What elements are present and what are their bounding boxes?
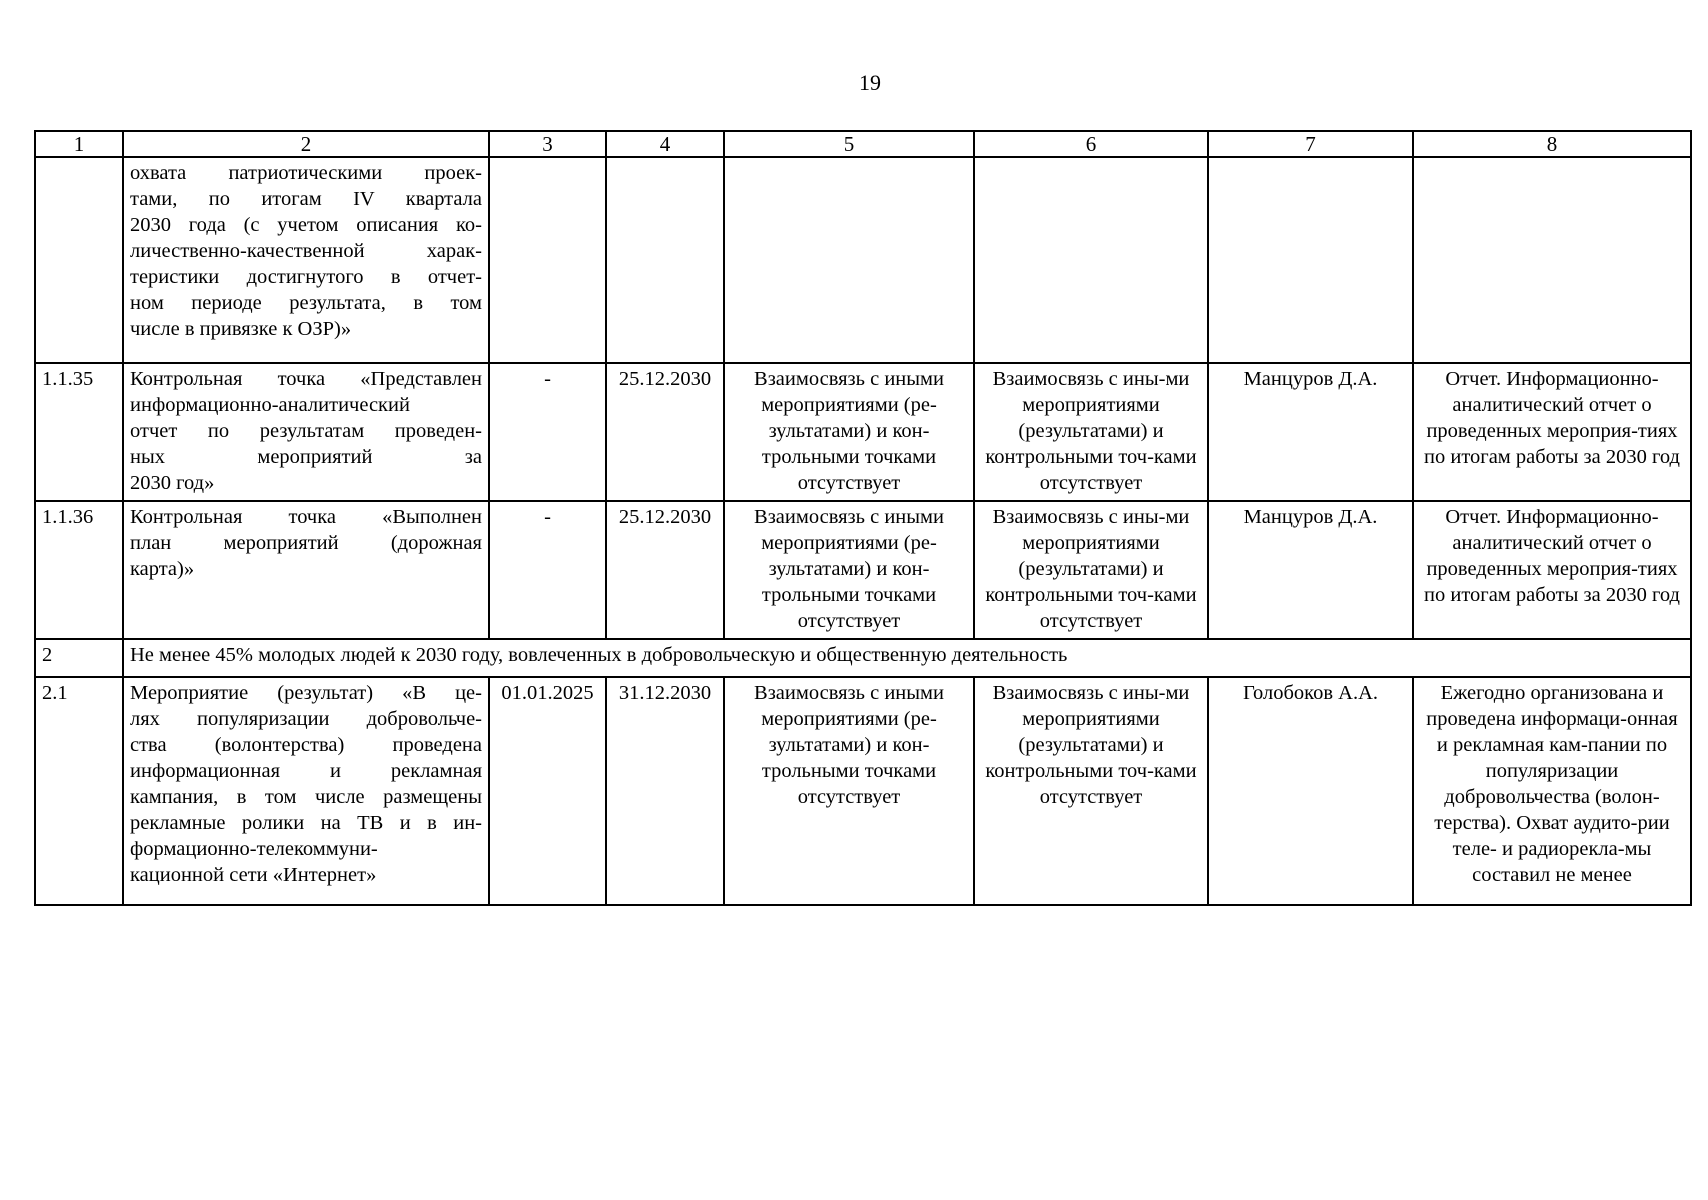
row-description	[123, 157, 489, 363]
description-line: кационной сети «Интернет»	[130, 864, 377, 886]
row-number	[35, 157, 123, 363]
start-date: 01.01.2025	[489, 677, 606, 905]
description-line: охвата патриотическими проек-	[130, 162, 482, 184]
row-number: 1.1.35	[35, 363, 123, 501]
end-date: 25.12.2030	[606, 363, 724, 501]
description-line: личественно-качественной харак-	[130, 240, 482, 262]
page-number: 19	[859, 70, 881, 95]
links-previous: Взаимосвязь с иными мероприятиями (ре-зультатами) и кон-трольными точками отсутствует	[724, 363, 974, 501]
end-date: 25.12.2030	[606, 501, 724, 639]
result-description: Отчет. Информационно-аналитический отчет о проведенных мероприя-тиях по итогам работы за 2030 год	[1413, 501, 1691, 639]
description-line: информационно-аналитический	[130, 394, 410, 416]
description-line: рекламные ролики на ТВ и в ин-	[130, 812, 482, 834]
description-line: карта)»	[130, 558, 195, 580]
links-next: Взаимосвязь с ины-ми мероприятиями (результатами) и контрольными точ-ками отсутствует	[974, 363, 1208, 501]
empty-cell	[724, 157, 974, 363]
section-row	[35, 639, 1691, 677]
empty-cell	[974, 157, 1208, 363]
plan-table	[34, 130, 1692, 906]
description-line: лях популяризации добровольче-	[130, 708, 482, 730]
description-line: отчет по результатам проведен-	[130, 420, 482, 442]
start-date: -	[489, 501, 606, 639]
empty-cell	[606, 157, 724, 363]
header-col-7: 7	[1208, 131, 1413, 157]
row-description	[123, 363, 489, 501]
description-line: тами, по итогам IV квартала	[130, 188, 482, 210]
description-line: информационная и рекламная	[130, 760, 482, 782]
result-description: Отчет. Информационно-аналитический отчет о проведенных мероприя-тиях по итогам работы за 2030 год	[1413, 363, 1691, 501]
header-col-1: 1	[35, 131, 123, 157]
description-line: 2030 года (с учетом описания ко-	[130, 214, 482, 236]
description-line: числе в привязке к ОЗР)»	[130, 318, 352, 340]
section-title: Не менее 45% молодых людей к 2030 году, вовлеченных в добровольческую и общественную деятельность	[123, 639, 1691, 677]
header-col-3: 3	[489, 131, 606, 157]
links-next: Взаимосвязь с ины-ми мероприятиями (результатами) и контрольными точ-ками отсутствует	[974, 677, 1208, 905]
description-line: кампания, в том числе размещены	[130, 786, 482, 808]
links-previous: Взаимосвязь с иными мероприятиями (ре-зультатами) и кон-трольными точками отсутствует	[724, 501, 974, 639]
row-description	[123, 501, 489, 639]
description-line: 2030 год»	[130, 472, 215, 494]
row-description	[123, 677, 489, 905]
header-col-6: 6	[974, 131, 1208, 157]
description-line: формационно-телекоммуни-	[130, 838, 378, 860]
row-number: 2.1	[35, 677, 123, 905]
responsible-person: Манцуров Д.А.	[1208, 363, 1413, 501]
header-row	[35, 131, 1691, 157]
description-line: Мероприятие (результат) «В це-	[130, 682, 482, 704]
table-row	[35, 363, 1691, 501]
section-number: 2	[35, 639, 123, 677]
responsible-person: Голобоков А.А.	[1208, 677, 1413, 905]
table-row	[35, 677, 1691, 905]
header-col-4: 4	[606, 131, 724, 157]
description-line: ства (волонтерства) проведена	[130, 734, 482, 756]
links-next: Взаимосвязь с ины-ми мероприятиями (результатами) и контрольными точ-ками отсутствует	[974, 501, 1208, 639]
empty-cell	[489, 157, 606, 363]
empty-cell	[1413, 157, 1691, 363]
header-col-8: 8	[1413, 131, 1691, 157]
description-line: ном периоде результата, в том	[130, 292, 482, 314]
row-number: 1.1.36	[35, 501, 123, 639]
result-description: Ежегодно организована и проведена информаци-онная и рекламная кам-пании по популяризации добровольчества (волон-терства). Охват аудито-рии теле- и радиорекла-мы составил не менее	[1413, 677, 1691, 905]
end-date: 31.12.2030	[606, 677, 724, 905]
description-line: теристики достигнутого в отчет-	[130, 266, 482, 288]
header-col-2: 2	[123, 131, 489, 157]
description-line: Контрольная точка «Представлен	[130, 368, 482, 390]
table-row-continuation	[35, 157, 1691, 363]
description-line: Контрольная точка «Выполнен	[130, 506, 482, 528]
table-row	[35, 501, 1691, 639]
start-date: -	[489, 363, 606, 501]
empty-cell	[1208, 157, 1413, 363]
description-line: ных мероприятий за	[130, 446, 482, 468]
responsible-person: Манцуров Д.А.	[1208, 501, 1413, 639]
header-col-5: 5	[724, 131, 974, 157]
description-line: план мероприятий (дорожная	[130, 532, 482, 554]
links-previous: Взаимосвязь с иными мероприятиями (ре-зультатами) и кон-трольными точками отсутствует	[724, 677, 974, 905]
